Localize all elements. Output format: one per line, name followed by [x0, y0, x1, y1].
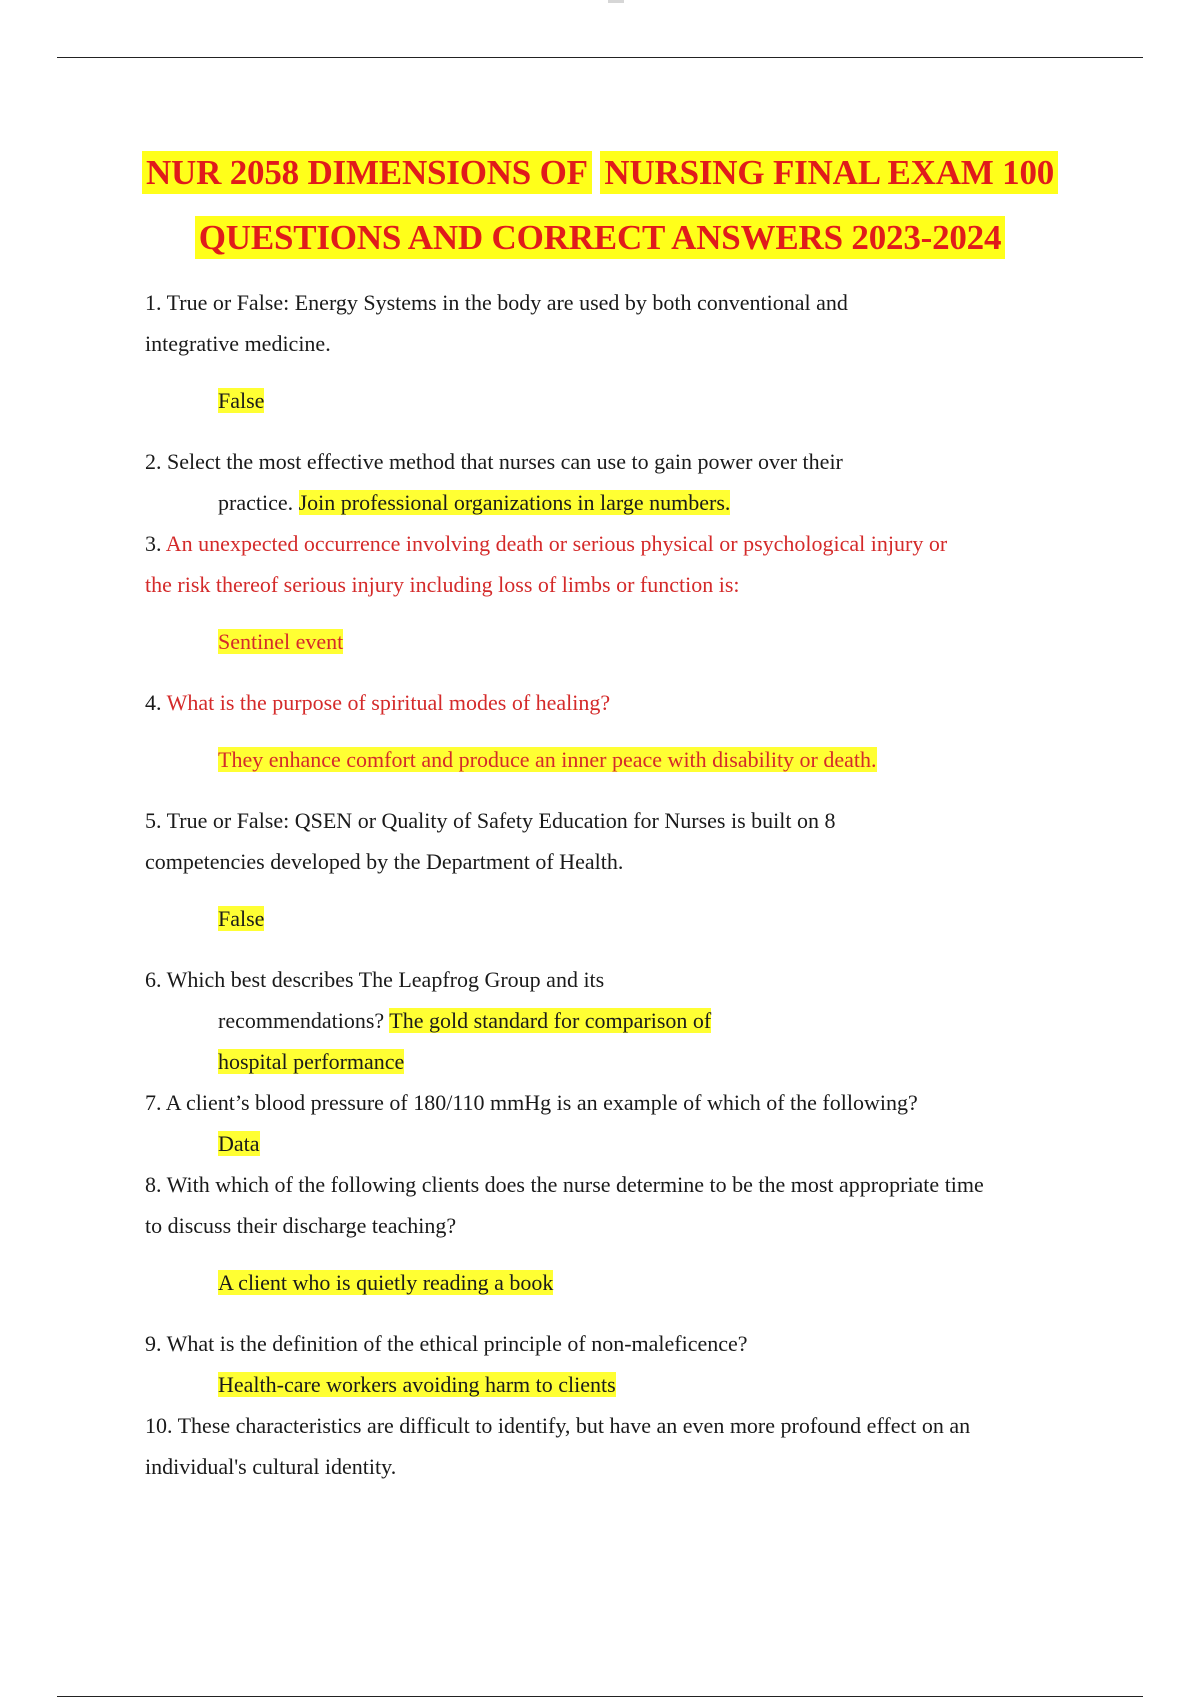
page-top-marker: [608, 0, 624, 3]
question-number: 4.: [145, 690, 162, 715]
question-number: 10.: [145, 1413, 173, 1438]
question-3: [145, 523, 1085, 564]
answer-text: They enhance comfort and produce an inner peace with disability or death.: [218, 747, 877, 772]
document-title: [57, 140, 1143, 270]
answer-text: False: [218, 906, 265, 931]
question-number: 2.: [145, 449, 162, 474]
question-number: 1.: [145, 290, 162, 315]
answer-text: Join professional organizations in large numbers.: [298, 490, 731, 515]
question-text: These characteristics are difficult to identify, but have an even more profound effect on an: [177, 1413, 971, 1438]
question-text: individual's cultural identity.: [145, 1454, 397, 1479]
answer-9: [145, 1364, 1085, 1405]
answer-4: [145, 739, 1085, 780]
question-text: the risk thereof serious injury including loss of limbs or function is:: [145, 572, 740, 597]
question-text: What is the purpose of spiritual modes of healing?: [166, 690, 611, 715]
answer-text: Data: [218, 1131, 260, 1156]
question-number: 7.: [145, 1090, 162, 1115]
question-2: [145, 441, 1085, 482]
answer-7: [145, 1123, 1085, 1164]
question-number: 8.: [145, 1172, 162, 1197]
answer-3: [145, 621, 1085, 662]
question-4: [145, 682, 1085, 723]
question-number: 5.: [145, 808, 162, 833]
question-text: competencies developed by the Department of Health.: [145, 849, 624, 874]
question-text: With which of the following clients does the nurse determine to be the most appropriate time: [166, 1172, 984, 1197]
question-text: True or False: QSEN or Quality of Safety Education for Nurses is built on 8: [166, 808, 836, 833]
title-segment-2: NURSING FINAL EXAM 100: [600, 151, 1058, 194]
question-text: to discuss their discharge teaching?: [145, 1213, 457, 1238]
answer-8: [145, 1262, 1085, 1303]
answer-6: [145, 1000, 1085, 1041]
question-1-cont: [145, 323, 1085, 364]
question-text: integrative medicine.: [145, 331, 331, 356]
question-1: [145, 282, 1085, 323]
question-8-cont: [145, 1205, 1085, 1246]
question-text: practice.: [218, 490, 294, 515]
question-9: [145, 1323, 1085, 1364]
question-8: [145, 1164, 1085, 1205]
question-text: Select the most effective method that nurses can use to gain power over their: [167, 449, 843, 474]
header-rule: [57, 57, 1143, 58]
question-text: What is the definition of the ethical principle of non-maleficence?: [166, 1331, 748, 1356]
question-text: recommendations?: [218, 1008, 385, 1033]
question-7: [145, 1082, 1085, 1123]
answer-text: Health-care workers avoiding harm to clients: [218, 1372, 616, 1397]
question-10: [145, 1405, 1085, 1446]
answer-text: hospital performance: [218, 1049, 405, 1074]
question-6: [145, 959, 1085, 1000]
title-segment-3: QUESTIONS AND CORRECT ANSWERS 2023-2024: [195, 216, 1006, 259]
answer-text: A client who is quietly reading a book: [218, 1270, 554, 1295]
question-text: A client’s blood pressure of 180/110 mmHg is an example of which of the following?: [165, 1090, 918, 1115]
answer-text: The gold standard for comparison of: [389, 1008, 712, 1033]
answer-text: Sentinel event: [218, 629, 344, 654]
question-text: True or False: Energy Systems in the body are used by both conventional and: [166, 290, 848, 315]
question-number: 9.: [145, 1331, 162, 1356]
footer-rule: [57, 1696, 1143, 1697]
question-text: Which best describes The Leapfrog Group and its: [166, 967, 605, 992]
answer-5: [145, 898, 1085, 939]
question-number: 3.: [145, 531, 162, 556]
answer-1: [145, 380, 1085, 421]
question-5-cont: [145, 841, 1085, 882]
question-5: [145, 800, 1085, 841]
answer-text: False: [218, 388, 265, 413]
answer-6-cont: [145, 1041, 1085, 1082]
question-3-cont: [145, 564, 1085, 605]
title-segment-1: NUR 2058 DIMENSIONS OF: [142, 151, 592, 194]
question-text: An unexpected occurrence involving death or serious physical or psychological injury or: [165, 531, 948, 556]
answer-2: [145, 482, 1085, 523]
question-number: 6.: [145, 967, 162, 992]
question-10-cont: [145, 1446, 1085, 1487]
question-list: [145, 282, 1085, 1487]
